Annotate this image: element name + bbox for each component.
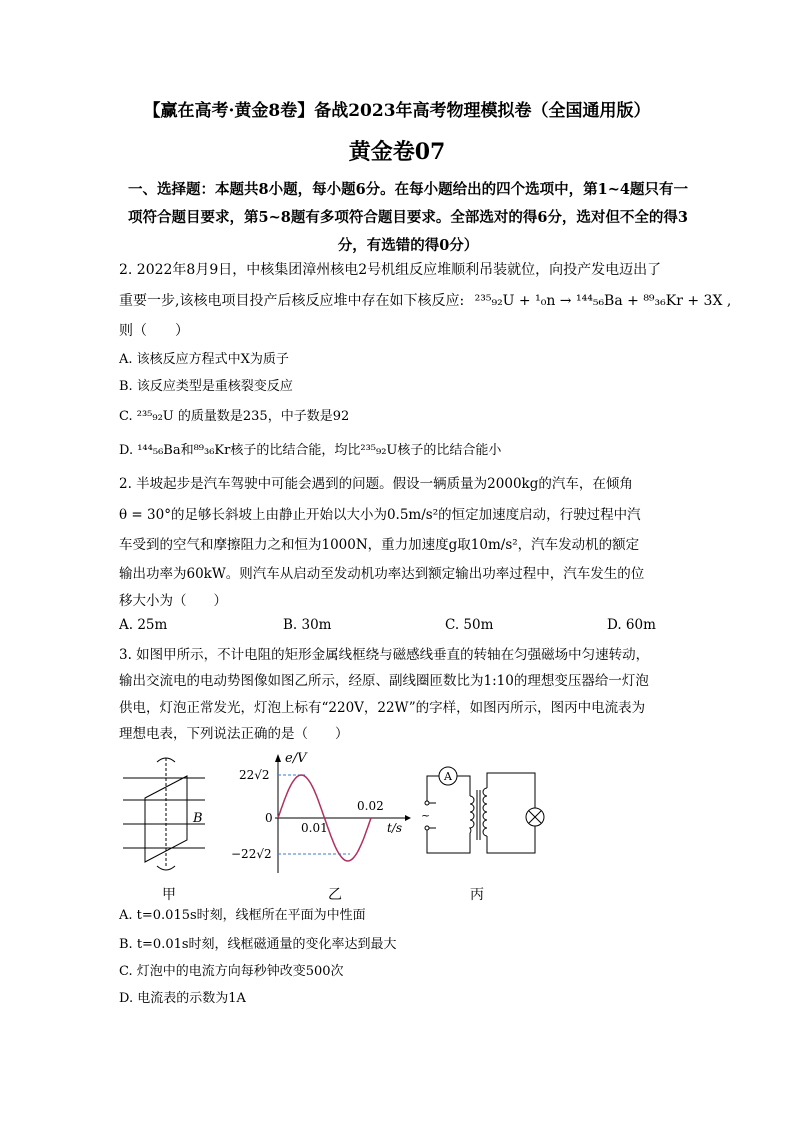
figure-label-yi: 乙 bbox=[328, 887, 342, 903]
option-b: B. t=0.01s时刻，线框磁通量的变化率达到最大 bbox=[119, 937, 397, 952]
question-text: 输出交流电的电动势图像如图乙所示，经原、副线圈匝数比为1:10的理想变压器给一灯泡 bbox=[119, 673, 649, 689]
section-line: 一、选择题：本题共8小题，每小题6分。在每小题给出的四个选项中，第1~4题只有一 bbox=[128, 181, 689, 198]
field-label: B bbox=[193, 811, 203, 826]
option-a: A. 该核反应方程式中X为质子 bbox=[119, 352, 289, 367]
primary-wire bbox=[427, 776, 439, 803]
question-text: 3. 如图甲所示，不计电阻的矩形金属线框绕与磁感线垂直的转轴在匀强磁场中匀速转动， bbox=[119, 647, 650, 663]
emf-graph bbox=[231, 751, 411, 873]
figure-label-bing: 丙 bbox=[470, 887, 484, 903]
question-text: 2. 2022年8月9日，中核集团漳州核电2号机组反应堆顺利吊装就位，向投产发电迈出了 bbox=[119, 262, 662, 278]
t-axis-arrow-icon bbox=[405, 815, 411, 821]
figure-label-jia: 甲 bbox=[162, 887, 176, 903]
section-line: 分，有选错的得0分） bbox=[337, 237, 479, 254]
y-min-label: −22√2 bbox=[231, 847, 272, 861]
question-text: 移大小为（ ） bbox=[119, 593, 227, 609]
option-a: A. t=0.015s时刻，线框所在平面为中性面 bbox=[119, 908, 366, 923]
option-c: C. ²³⁵₉₂U 的质量数是235，中子数是92 bbox=[119, 409, 350, 424]
secondary-wire bbox=[487, 773, 535, 808]
secondary-coil bbox=[483, 788, 487, 836]
e-axis-arrow-icon bbox=[275, 754, 281, 762]
option-b: B. 该反应类型是重核裂变反应 bbox=[119, 379, 293, 394]
ammeter-label: A bbox=[444, 770, 452, 783]
option-d: D. ¹⁴⁴₅₆Ba和⁸⁹₃₆Kr核子的比结合能，均比²³⁵₉₂U核子的比结合能小 bbox=[119, 443, 502, 458]
nuclear-equation: ²³⁵₉₂U + ¹₀n → ¹⁴⁴₅₆Ba + ⁸⁹₃₆Kr + 3X , bbox=[474, 293, 732, 309]
transformer-circuit bbox=[421, 767, 544, 853]
e-axis-label: e/V bbox=[285, 751, 307, 766]
question-text: 供电，灯泡正常发光，灯泡上标有“220V，22W”的字样，如图丙所示，图丙中电流表为 bbox=[119, 700, 646, 716]
t2-label: 0.02 bbox=[357, 799, 384, 813]
primary-wire bbox=[457, 776, 470, 796]
question-text-part: 重要一步,该核电项目投产后核反应堆中存在如下核反应: bbox=[119, 293, 465, 309]
terminal-icon bbox=[425, 801, 429, 805]
terminal-icon bbox=[425, 826, 429, 830]
secondary-wire bbox=[487, 826, 535, 853]
origin-label: 0 bbox=[265, 811, 273, 825]
option-b: B. 30m bbox=[283, 617, 332, 633]
section-line: 项符合题目要求，第5~8题有多项符合题目要求。全部选对的得6分，选对但不全的得3 bbox=[128, 209, 689, 226]
question-text: θ = 30°的足够长斜坡上由静止开始以大小为0.5m/s²的恒定加速度启动，行驶过程中汽 bbox=[119, 507, 641, 523]
document-title: 【赢在高考·黄金8卷】备战2023年高考物理模拟卷（全国通用版） bbox=[143, 101, 651, 121]
option-c: C. 灯泡中的电流方向每秒钟改变500次 bbox=[119, 964, 344, 979]
ac-symbol: ~ bbox=[421, 809, 431, 822]
figure-panel bbox=[115, 748, 675, 908]
primary-coil bbox=[470, 796, 474, 833]
question-text bbox=[119, 291, 731, 311]
rotation-arrow-icon bbox=[157, 866, 175, 870]
option-d: D. 电流表的示数为1A bbox=[119, 991, 246, 1006]
question-text: 2. 半坡起步是汽车驾驶中可能会遇到的问题。假设一辆质量为2000kg的汽车，在倾角 bbox=[119, 476, 633, 492]
paper-subtitle: 黄金卷07 bbox=[348, 139, 446, 165]
option-c: C. 50m bbox=[445, 617, 494, 633]
primary-wire bbox=[427, 828, 470, 853]
question-text: 则（ ） bbox=[119, 323, 189, 339]
t-axis-label: t/s bbox=[387, 821, 403, 835]
question-text: 车受到的空气和摩擦阻力之和恒为1000N，重力加速度g取10m/s²，汽车发动机的额定 bbox=[119, 537, 640, 553]
t1-label: 0.01 bbox=[301, 821, 328, 835]
option-a: A. 25m bbox=[119, 617, 168, 633]
section-instructions bbox=[128, 176, 688, 260]
y-max-label: 22√2 bbox=[239, 768, 270, 782]
option-d: D. 60m bbox=[607, 617, 656, 633]
loop-diagram bbox=[123, 758, 205, 870]
question-text: 输出功率为60kW。则汽车从启动至发动机功率达到额定输出功率过程中，汽车发生的位 bbox=[119, 566, 645, 582]
question-text: 理想电表，下列说法正确的是（ ） bbox=[119, 726, 349, 742]
